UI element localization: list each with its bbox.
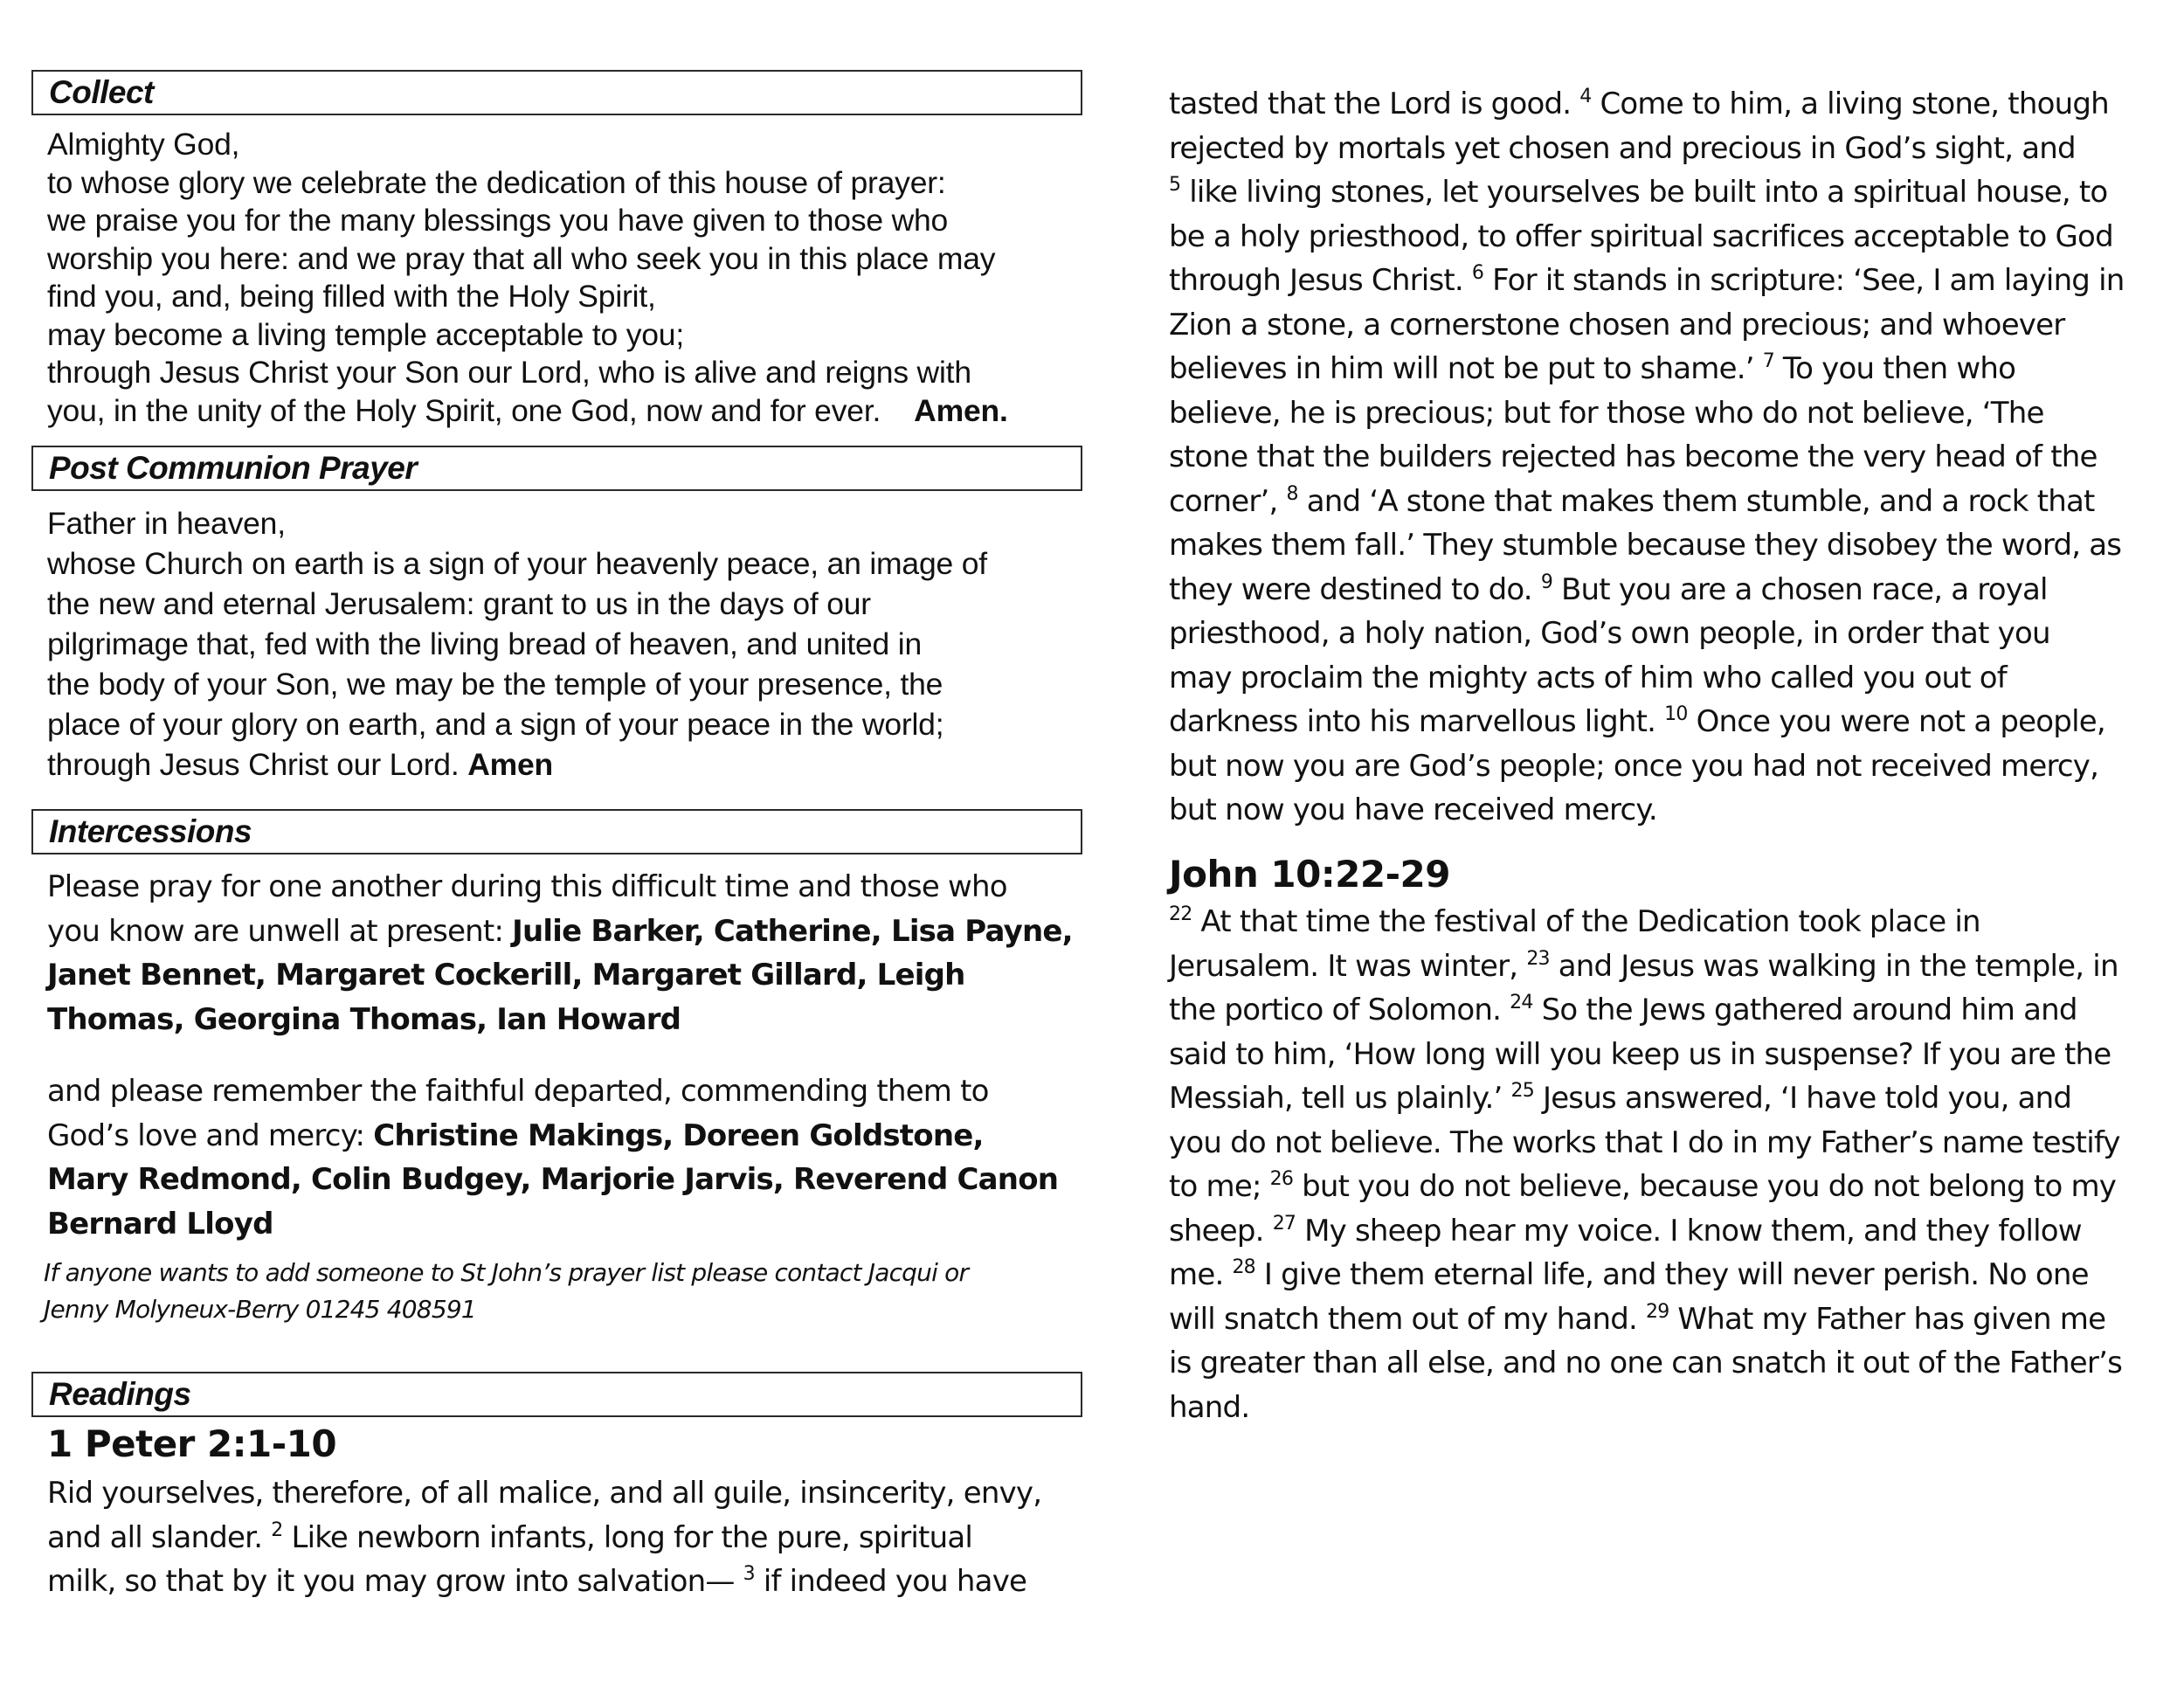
reading-line <box>1169 1165 2156 1209</box>
reading-line: stone that the builders rejected has become the very head of the <box>1169 439 2098 474</box>
reading-line <box>1169 1297 2156 1342</box>
intercession-line: and please remember the faithful departed, commending them to <box>47 1074 989 1109</box>
verse-number: 27 <box>1272 1212 1296 1235</box>
post-communion-line: whose Church on earth is a sign of your heavenly peace, an image of <box>47 546 987 581</box>
reading-text: believes in him will not be put to shame.’ <box>1169 351 1763 386</box>
post-communion-line: pilgrimage that, fed with the living bread of heaven, and united in <box>47 626 922 661</box>
reading-text: the portico of Solomon. <box>1169 993 1510 1027</box>
reading-text: Messiah, tell us plainly.’ <box>1169 1081 1511 1116</box>
reading-text-john <box>1169 900 2156 1429</box>
reading-text: What my Father has given me <box>1669 1301 2106 1337</box>
post-communion-line: place of your glory on earth, and a sign of your peace in the world; <box>47 707 944 742</box>
post-communion-line: the body of your Son, we may be the temple of your presence, the <box>47 667 943 702</box>
reading-line: Rid yourselves, therefore, of all malice, and all guile, insincerity, envy, <box>47 1476 1042 1511</box>
reading-line <box>1169 1209 2156 1254</box>
reading-text-1-peter-continued <box>1169 82 2156 833</box>
reading-text: Like newborn infants, long for the pure, spiritual <box>282 1519 973 1555</box>
reading-text: but you do not believe, because you do not belong to my <box>1293 1169 2117 1204</box>
collect-line: to whose glory we celebrate the dedication of this house of prayer: <box>47 164 946 200</box>
departed-names: Bernard Lloyd <box>47 1206 273 1242</box>
note-line: Jenny Molyneux-Berry 01245 408591 <box>44 1295 476 1324</box>
reading-text: if indeed you have <box>754 1564 1027 1599</box>
reading-text: milk, so that by it you may grow into salvation— <box>47 1564 743 1599</box>
reading-line <box>1169 480 2156 524</box>
intercession-line <box>47 953 1087 998</box>
reading-reference-john: John 10:22-29 <box>1169 853 1450 896</box>
reading-text: Jerusalem. It was winter, <box>1169 948 1527 984</box>
reading-text: and ‘A stone that makes them stumble, and a rock that <box>1297 483 2095 519</box>
reading-line <box>1169 700 2156 744</box>
reading-line <box>47 1516 1087 1560</box>
reading-line <box>1169 988 2156 1033</box>
reading-reference-1-peter: 1 Peter 2:1-10 <box>47 1422 337 1465</box>
reading-text: To you then who <box>1773 351 2016 386</box>
post-communion-heading: Post Communion Prayer <box>31 446 1082 491</box>
post-communion-text <box>47 503 1087 785</box>
reading-line <box>1169 900 2156 944</box>
verse-number: 10 <box>1664 703 1688 725</box>
verse-number: 3 <box>743 1563 755 1585</box>
verse-number: 7 <box>1762 350 1774 372</box>
reading-text-1-peter <box>47 1471 1087 1604</box>
intercession-text: you know are unwell at present: <box>47 913 513 949</box>
reading-line: but now you have received mercy. <box>1169 792 1657 827</box>
intercessions-heading: Intercessions <box>31 809 1082 854</box>
reading-text: At that time the festival of the Dedication took place in <box>1192 904 1980 939</box>
reading-text: and all slander. <box>47 1519 272 1555</box>
verse-number: 9 <box>1540 571 1553 593</box>
reading-text: tasted that the Lord is good. <box>1169 86 1580 121</box>
intercession-line <box>47 1114 1087 1159</box>
intercession-line: Please pray for one another during this difficult time and those who <box>47 869 1007 904</box>
prayer-list-note <box>44 1255 1083 1328</box>
readings-heading: Readings <box>31 1372 1082 1417</box>
reading-line: said to him, ‘How long will you keep us in suspense? If you are the <box>1169 1036 2111 1072</box>
reading-line: Zion a stone, a cornerstone chosen and precious; and whoever <box>1169 307 2065 342</box>
collect-line: worship you here: and we pray that all who seek you in this place may <box>47 240 996 276</box>
collect-line: may become a living temple acceptable to you; <box>47 316 685 352</box>
intercession-line <box>47 998 1087 1042</box>
reading-text: and Jesus was walking in the temple, in <box>1549 948 2118 984</box>
reading-text: they were destined to do. <box>1169 571 1541 607</box>
reading-line: believe, he is precious; but for those who do not believe, ‘The <box>1169 395 2044 431</box>
departed-names: Mary Redmond, Colin Budgey, Marjorie Jarvis, Reverend Canon <box>47 1162 1059 1197</box>
post-communion-line: through Jesus Christ our Lord. <box>47 747 460 782</box>
reading-text: Jesus answered, ‘I have told you, and <box>1533 1081 2072 1116</box>
collect-heading: Collect <box>31 70 1082 115</box>
verse-number: 8 <box>1286 482 1298 505</box>
reading-text: Once you were not a people, <box>1687 704 2105 739</box>
reading-line: but now you are God’s people; once you had not received mercy, <box>1169 748 2099 784</box>
reading-line: rejected by mortals yet chosen and precious in God’s sight, and <box>1169 130 2076 166</box>
reading-line <box>1169 1253 2156 1297</box>
reading-line: is greater than all else, and no one can snatch it out of the Father’s <box>1169 1346 2122 1380</box>
reading-text: I give them eternal life, and they will never perish. No one <box>1254 1257 2089 1292</box>
post-communion-amen: Amen <box>467 747 554 782</box>
reading-line <box>1169 82 2156 127</box>
reading-text: But you are a chosen race, a royal <box>1552 571 2048 607</box>
reading-text: So the Jews gathered around him and <box>1532 993 2077 1027</box>
reading-line <box>1169 259 2156 303</box>
verse-number: 5 <box>1169 174 1181 196</box>
collect-line: you, in the unity of the Holy Spirit, one God, now and for ever. <box>47 392 881 428</box>
reading-line <box>1169 944 2156 989</box>
reading-line: may proclaim the mighty acts of him who called you out of <box>1169 660 2007 695</box>
reading-line <box>1169 347 2156 391</box>
post-communion-line-last <box>47 744 1087 785</box>
verse-number: 25 <box>1510 1080 1534 1102</box>
intercession-line <box>47 1158 1087 1202</box>
reading-text: Come to him, a living stone, though <box>1591 86 2109 121</box>
intercession-line <box>47 1202 1087 1247</box>
reading-line: priesthood, a holy nation, God’s own people, in order that you <box>1169 616 2050 651</box>
intercession-line <box>47 910 1087 954</box>
reading-line <box>1169 568 2156 612</box>
reading-line: makes them fall.’ They stumble because they disobey the word, as <box>1169 528 2122 563</box>
unwell-names: Julie Barker, Catherine, Lisa Payne, <box>512 913 1073 949</box>
collect-line: through Jesus Christ your Son our Lord, who is alive and reigns with <box>47 355 971 390</box>
collect-text <box>47 126 1087 430</box>
reading-text: to me; <box>1169 1169 1270 1204</box>
departed-names: Christine Makings, Doreen Goldstone, <box>373 1117 984 1153</box>
verse-number: 23 <box>1526 947 1550 970</box>
verse-number: 2 <box>271 1519 283 1541</box>
collect-line-last <box>47 392 1087 431</box>
note-line: If anyone wants to add someone to St John’s prayer list please contact Jacqui or <box>44 1258 969 1287</box>
prayer-list-unwell <box>47 865 1087 1041</box>
unwell-names: Thomas, Georgina Thomas, Ian Howard <box>47 1001 681 1037</box>
prayer-list-departed <box>47 1069 1087 1246</box>
reading-text: me. <box>1169 1257 1233 1292</box>
reading-text: For it stands in scripture: ‘See, I am laying in <box>1483 263 2125 298</box>
reading-text: will snatch them out of my hand. <box>1169 1301 1647 1337</box>
reading-line <box>1169 1076 2156 1121</box>
reading-text: corner’, <box>1169 483 1287 519</box>
reading-text: My sheep hear my voice. I know them, and they follow <box>1296 1213 2082 1249</box>
reading-line: you do not believe. The works that I do in my Father’s name testify <box>1169 1124 2120 1160</box>
collect-line: Almighty God, <box>47 127 240 162</box>
collect-line: find you, and, being filled with the Holy Spirit, <box>47 279 656 314</box>
reading-text: darkness into his marvellous light. <box>1169 704 1665 739</box>
collect-line: we praise you for the many blessings you have given to those who <box>47 203 949 238</box>
collect-amen: Amen. <box>914 392 1008 428</box>
unwell-names: Janet Bennet, Margaret Cockerill, Margaret Gillard, Leigh <box>47 958 965 993</box>
post-communion-line: the new and eternal Jerusalem: grant to us in the days of our <box>47 586 871 621</box>
reading-line: hand. <box>1169 1389 1250 1425</box>
post-communion-line: Father in heaven, <box>47 506 286 541</box>
reading-line <box>1169 170 2156 215</box>
verse-number: 28 <box>1232 1256 1255 1278</box>
reading-text: through Jesus Christ. <box>1169 263 1472 298</box>
verse-number: 22 <box>1169 903 1192 925</box>
reading-line: be a holy priesthood, to offer spiritual sacrifices acceptable to God <box>1169 218 2113 254</box>
verse-number: 29 <box>1646 1300 1669 1323</box>
verse-number: 24 <box>1510 992 1533 1013</box>
reading-line <box>47 1560 1087 1604</box>
intercession-text: God’s love and mercy: <box>47 1117 374 1153</box>
reading-text: sheep. <box>1169 1213 1273 1249</box>
verse-number: 4 <box>1579 86 1592 107</box>
verse-number: 26 <box>1269 1168 1294 1190</box>
reading-text: like living stones, let yourselves be built into a spiritual house, to <box>1180 175 2108 210</box>
verse-number: 6 <box>1471 262 1484 284</box>
